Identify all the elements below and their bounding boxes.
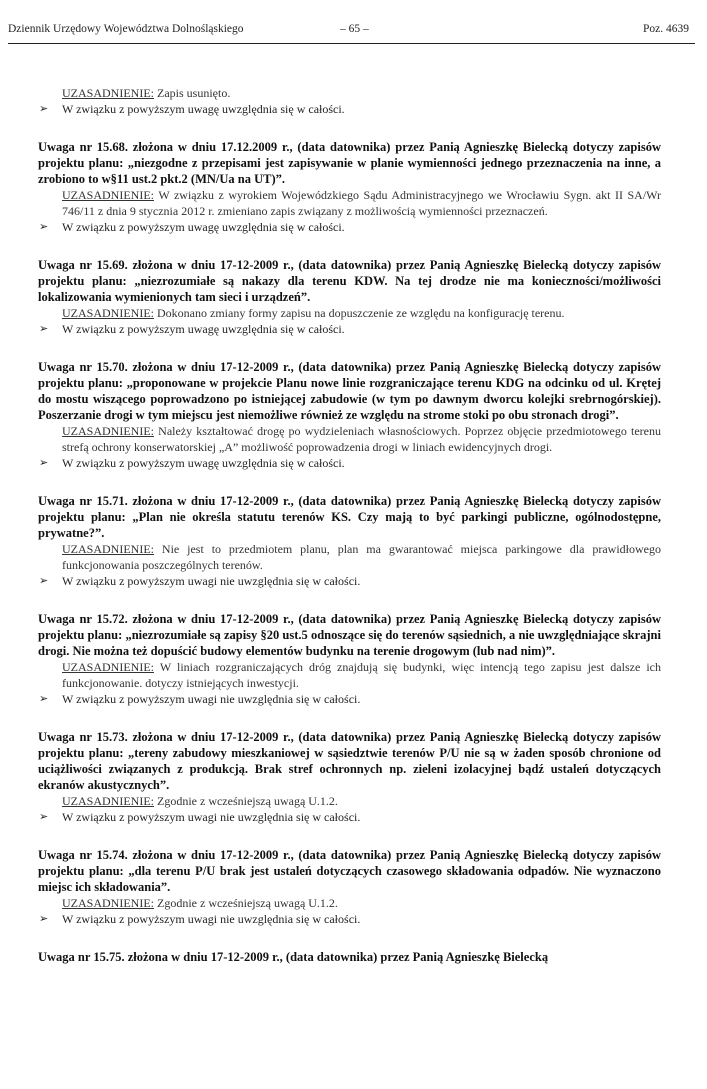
page-header [8, 23, 695, 44]
conclusion [38, 101, 661, 117]
conclusion [38, 911, 661, 927]
remark-15-73 [38, 729, 661, 825]
conclusion-text: W związku z powyższym uwagi nie uwzględnia się w całości. [62, 692, 361, 706]
justification-label: UZASADNIENIE: [62, 188, 154, 202]
conclusion-text: W związku z powyższym uwagi nie uwzględnia się w całości. [62, 912, 361, 926]
remark-text: Uwaga nr 15.74. złożona w dniu 17-12-2009 r., (data datownika) przez Panią Agnieszkę Bielecką dotyczy zapisów projektu planu: „dla terenu P/U brak jest ustaleń dotyczących czasowego składowania odpadów. Nie wyznaczono miejsc ich składowania”. [38, 848, 661, 894]
conclusion-text: W związku z powyższym uwagi nie uwzględnia się w całości. [62, 574, 361, 588]
justification [62, 85, 661, 101]
remark-15-68 [38, 139, 661, 235]
conclusion [38, 321, 661, 337]
remark-text: Uwaga nr 15.69. złożona w dniu 17-12-2009 r., (data datownika) przez Panią Agnieszkę Bielecką dotyczy zapisów projektu planu: „niezrozumiałe są nakazy dla terenu KDW. Na tej drodze nie ma konieczności/możliwości lokalizowania wymienionych tam sieci i urządzeń”. [38, 258, 661, 304]
remark-15-70 [38, 359, 661, 471]
justification [62, 187, 661, 219]
arrow-bullet-icon: ➢ [39, 323, 49, 335]
remark-text: Uwaga nr 15.71. złożona w dniu 17-12-2009 r., (data datownika) przez Panią Agnieszkę Bielecką dotyczy zapisów projektu planu: „Plan nie określa statutu terenów KS. Czy mają to być parkingi publiczne, ogólnodostępne, prywatne?”. [38, 494, 661, 540]
justification-text: Należy kształtować drogę po wydzieleniach własnościowych. Poprzez objęcie przedmiotowego terenu strefą ochrony konserwatorskiej „A” możliwość poprowadzenia drogi w liniach ewidencyjnych drogi. [62, 424, 662, 454]
conclusion [38, 809, 661, 825]
remark-15-74 [38, 847, 661, 927]
justification-text: Zgodnie z wcześniejszą uwagą U.1.2. [157, 794, 338, 808]
justification-text: Zapis usunięto. [157, 86, 231, 100]
justification-label: UZASADNIENIE: [62, 794, 154, 808]
conclusion-text: W związku z powyższym uwagę uwzględnia się w całości. [62, 220, 345, 234]
justification-text: W związku z wyrokiem Wojewódzkiego Sądu Administracyjnego we Wrocławiu Sygn. akt II SA/Wr 746/11 z dnia 9 stycznia 2012 r. zmieniano zapis związany z możliwością wymienności przeznaczeń. [62, 188, 661, 218]
position-number: Poz. 4639 [643, 23, 689, 35]
arrow-bullet-icon: ➢ [39, 103, 49, 115]
justification-text: Nie jest to przedmiotem planu, plan ma gwarantować miejsca parkingowe dla prawidłowego funkcjonowania poszczególnych terenów. [62, 542, 661, 572]
justification-label: UZASADNIENIE: [62, 306, 154, 320]
remark-text: Uwaga nr 15.75. złożona w dniu 17-12-2009 r., (data datownika) przez Panią Agnieszkę Bielecką [38, 950, 549, 964]
justification [62, 659, 661, 691]
justification [62, 793, 661, 809]
justification [62, 305, 661, 321]
conclusion [38, 219, 661, 235]
remark-text: Uwaga nr 15.73. złożona w dniu 17-12-2009 r., (data datownika) przez Panią Agnieszkę Bielecką dotyczy zapisów projektu planu: „tereny zabudowy mieszkaniowej w sąsiedztwie terenów P/U nie są w żaden sposób chronione od uciążliwości związanych z produkcją. Brak stref ochronnych np. zieleni izolacyjnej bądź ustaleń dotyczących ekranów akustycznych”. [38, 730, 661, 792]
justification-label: UZASADNIENIE: [62, 660, 154, 674]
remark-15-69 [38, 257, 661, 337]
justification-label: UZASADNIENIE: [62, 86, 154, 100]
conclusion [38, 455, 661, 471]
arrow-bullet-icon: ➢ [39, 457, 49, 469]
conclusion [38, 691, 661, 707]
conclusion-text: W związku z powyższym uwagę uwzględnia się w całości. [62, 456, 345, 470]
justification-label: UZASADNIENIE: [62, 424, 154, 438]
justification-label: UZASADNIENIE: [62, 542, 154, 556]
arrow-bullet-icon: ➢ [39, 913, 49, 925]
justification [62, 541, 661, 573]
remark-15-75 [38, 949, 661, 965]
arrow-bullet-icon: ➢ [39, 221, 49, 233]
remark-text: Uwaga nr 15.68. złożona w dniu 17.12.2009 r., (data datownika) przez Panią Agnieszkę Bielecką dotyczy zapisów projektu planu: „niezgodne z przepisami jest zapisywanie w planie wymienności jednego przeznaczenia na inne, a zrobiono to w§11 ust.2 pkt.2 (MN/Ua na UT)”. [38, 140, 661, 186]
conclusion-text: W związku z powyższym uwagę uwzględnia się w całości. [62, 102, 345, 116]
arrow-bullet-icon: ➢ [39, 575, 49, 587]
page-number: – 65 – [340, 23, 369, 35]
justification-text: Zgodnie z wcześniejszą uwagą U.1.2. [157, 896, 338, 910]
remark-15-72 [38, 611, 661, 707]
justification-text: W liniach rozgraniczających dróg znajdują się budynki, więc intencją tego zapisu jest dalsze ich funkcjonowanie. dotyczy istniejących inwestycji. [62, 660, 661, 690]
remark-15-71 [38, 493, 661, 589]
conclusion-text: W związku z powyższym uwagę uwzględnia się w całości. [62, 322, 345, 336]
intro-block [38, 85, 661, 117]
conclusion-text: W związku z powyższym uwagi nie uwzględnia się w całości. [62, 810, 361, 824]
remark-text: Uwaga nr 15.70. złożona w dniu 17-12-2009 r., (data datownika) przez Panią Agnieszkę Bielecką dotyczy zapisów projektu planu: „proponowane w projekcie Planu nowe linie rozgraniczające terenu KDG na odcinku od ul. Krętej do mostu wiszącego poprowadzono po istniejącej zabudowie (w tym po dawnym dworcu kolejki srebrnogórskiej). Poszerzanie drogi w tym miejscu jest niemożliwe również ze względu na strome stoki po obu stronach drogi”. [38, 360, 661, 422]
justification-text: Dokonano zmiany formy zapisu na dopuszczenie ze względu na konfigurację terenu. [157, 306, 565, 320]
arrow-bullet-icon: ➢ [39, 693, 49, 705]
conclusion [38, 573, 661, 589]
document-body [38, 85, 661, 965]
journal-title: Dziennik Urzędowy Województwa Dolnośląskiego [8, 23, 244, 35]
justification [62, 895, 661, 911]
remark-text: Uwaga nr 15.72. złożona w dniu 17-12-2009 r., (data datownika) przez Panią Agnieszkę Bielecką dotyczy zapisów projektu planu: „niezrozumiałe są zapisy §20 ust.5 odnoszące się do terenów sąsiednich, a nie uwzględniające skrajni drogi. Nie można też dopuścić budowy elementów budynku na terenie drogowym (lub nad nim)”. [38, 612, 661, 658]
justification-label: UZASADNIENIE: [62, 896, 154, 910]
justification [62, 423, 661, 455]
arrow-bullet-icon: ➢ [39, 811, 49, 823]
